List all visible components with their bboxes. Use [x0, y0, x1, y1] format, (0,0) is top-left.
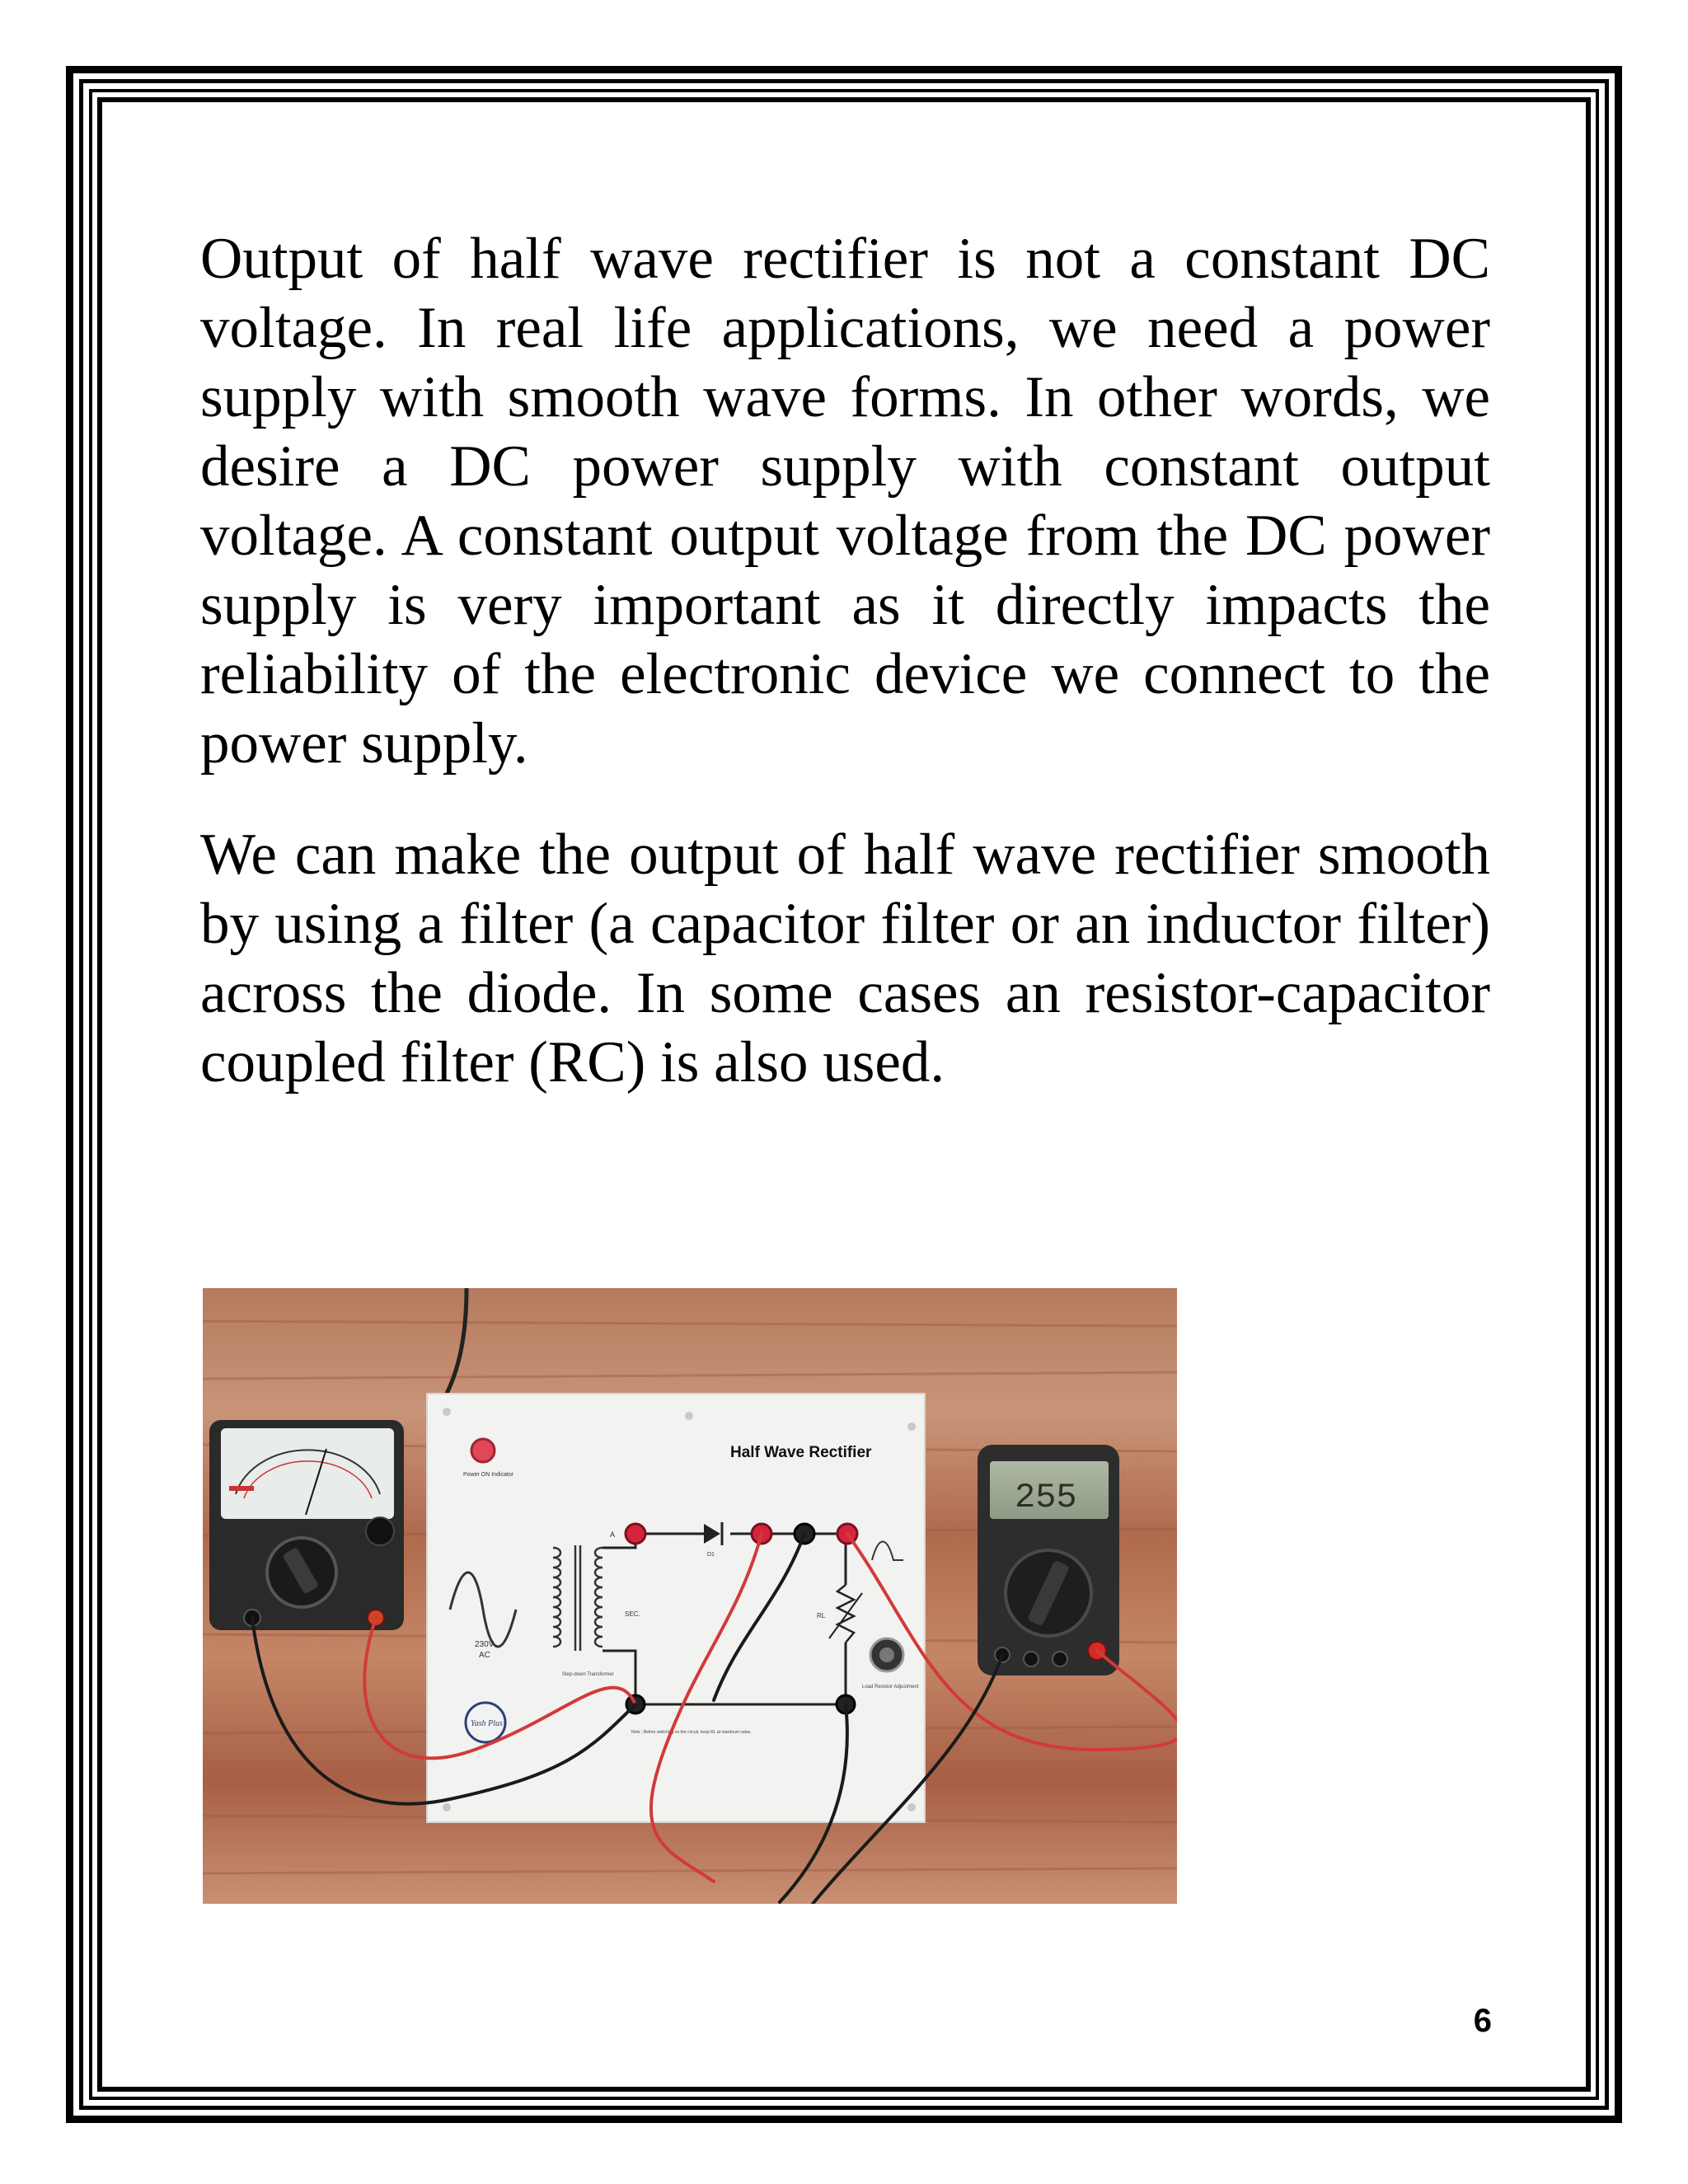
paragraph-1: Output of half wave rectifier is not a constant DC voltage. In real life applications, we need a power supply with smooth wave forms. In other words, we desire a DC power supply with constant output voltage. A constant output voltage from the DC power supply is very important as it directly impacts the reliability of the electronic device we connect to the power supply. [200, 227, 1490, 776]
meter-reading: 255 [1015, 1478, 1077, 1517]
digital-multimeter [978, 1445, 1119, 1675]
half-wave-rectifier-photo [203, 1288, 1177, 1904]
terminal-a [626, 1524, 645, 1544]
diode-label: D1 [707, 1552, 715, 1558]
paragraph-2: We can make the output of half wave rectifier smooth by using a filter (a capacitor filter or an inductor filter) across the diode. In some cases an resistor-capacitor coupled filter (RC) is also used. [200, 823, 1490, 1094]
board-note: Note : Before switching on the circuit, keep RL at maximum value. [631, 1730, 752, 1735]
power-led [471, 1439, 495, 1462]
rl-label: RL [817, 1612, 826, 1619]
terminal-a-label: A [610, 1530, 616, 1539]
analog-multimeter [209, 1420, 404, 1630]
ac-label-1: 230V [475, 1640, 495, 1649]
load-label: Load Resistor Adjustment [862, 1685, 919, 1690]
transformer-label: Step-down Transformer [562, 1672, 614, 1677]
secondary-label: SEC. [625, 1610, 640, 1618]
board-title: Half Wave Rectifier [730, 1444, 872, 1461]
power-label: Power ON Indicator [463, 1472, 514, 1478]
ac-label-2: AC [479, 1651, 490, 1660]
paragraph-1-container [200, 224, 1490, 778]
trainer-board [427, 1394, 925, 1822]
paragraph-2-container [200, 820, 1490, 1097]
brand-logo-text: Yash Plus [471, 1719, 503, 1728]
page-number: 6 [1473, 2003, 1492, 2039]
